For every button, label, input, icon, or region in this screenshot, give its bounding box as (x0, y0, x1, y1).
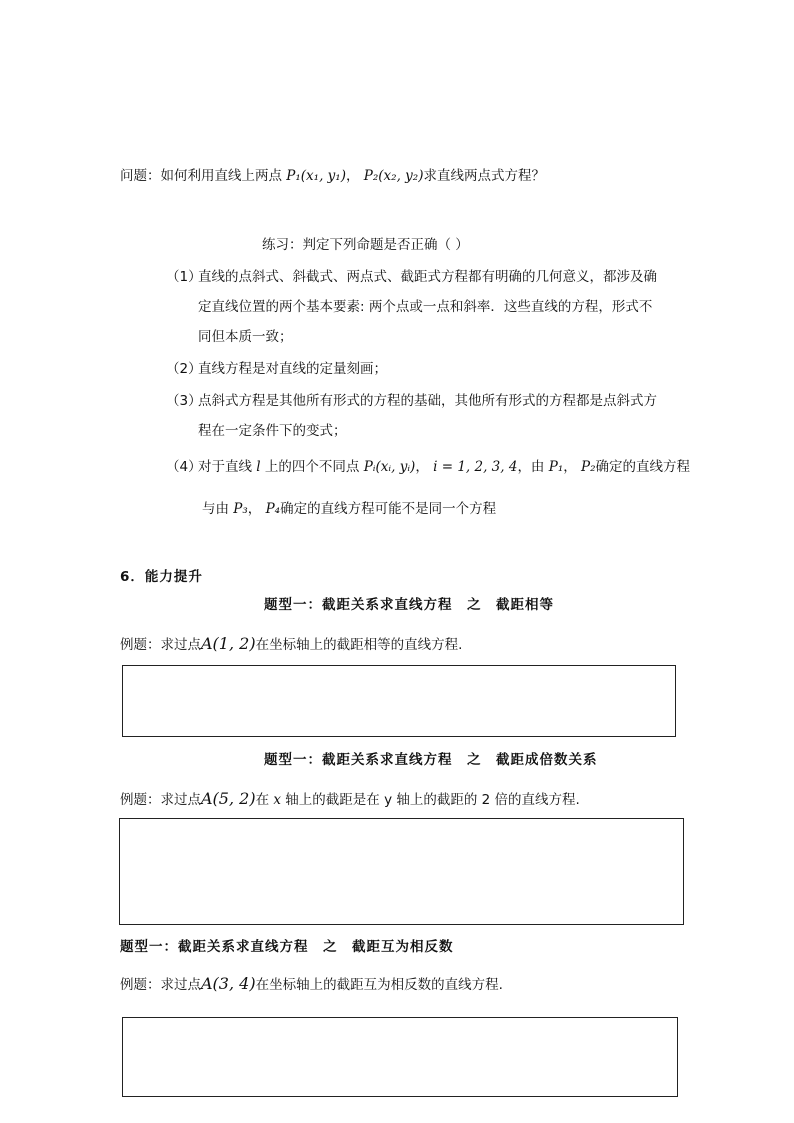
example-1-prefix: 例题：求过点 (120, 637, 201, 653)
example-3-suffix: 在坐标轴上的截距互为相反数的直线方程. (255, 977, 503, 993)
example-2-prefix: 例题：求过点 (120, 792, 201, 808)
type-1-title: 题型一：截距关系求直线方程 之 截距相等 (264, 597, 554, 613)
item-4-text-b: 上的四个不同点 (264, 459, 360, 475)
example-3-prefix: 例题：求过点 (120, 977, 201, 993)
item-4-text-f: 确定的直线方程 (595, 459, 691, 475)
answer-box-1[interactable] (122, 665, 676, 737)
type-3-title: 题型一：截距关系求直线方程 之 截距互为相反数 (120, 939, 454, 955)
question-line (120, 166, 545, 186)
item-4-text-a: 对于直线 (198, 459, 252, 475)
type-3-example (120, 974, 503, 995)
question-text-end: 求直线两点式方程？ (423, 168, 545, 184)
answer-box-3[interactable] (122, 1017, 678, 1097)
item-1-line-1: 直线的点斜式、斜截式、两点式、截距式方程都有明确的几何意义，都涉及确 (198, 269, 657, 285)
type-1-example (120, 634, 462, 655)
section-heading: 6．能力提升 (120, 569, 203, 585)
item-1-line-2: 定直线位置的两个基本要素: 两个点或一点和斜率．这些直线的方程，形式不 (198, 299, 653, 315)
point-p2-formula: P₂(x₂, y₂) (363, 168, 424, 184)
item-4-line-1 (198, 457, 690, 477)
point-p2-symbol: P₂ (581, 459, 596, 475)
point-pi-formula: Pᵢ(xᵢ, yᵢ) (363, 459, 416, 475)
item-4-text-g: 与由 (202, 501, 229, 517)
point-p1-symbol: P₁ (548, 459, 564, 475)
item-2-number: （2） (166, 361, 202, 377)
question-label: 问题： (120, 168, 161, 184)
item-4-sep-2: ， (563, 459, 577, 475)
point-a-formula: A(3, 4) (201, 974, 256, 993)
line-l-symbol: l (256, 459, 261, 475)
point-a-formula: A(5, 2) (201, 789, 256, 808)
item-3-line-2: 程在一定条件下的变式； (198, 423, 347, 439)
example-1-suffix: 在坐标轴上的截距相等的直线方程. (255, 637, 463, 653)
answer-box-2[interactable] (119, 818, 684, 925)
item-1-line-3: 同但本质一致； (198, 329, 293, 345)
item-2-line-1: 直线方程是对直线的定量刻画； (198, 361, 387, 377)
type-2-example (120, 789, 580, 810)
item-4-number: （4） (166, 459, 202, 475)
point-a-formula: A(1, 2) (201, 634, 256, 653)
item-4-sep-3: ， (247, 501, 262, 517)
example-2-mid: 在 (255, 792, 270, 808)
item-3-number: （3） (166, 393, 202, 409)
practice-title: 练习：判定下列命题是否正确（ ） (262, 237, 469, 253)
index-range: i = 1, 2, 3, 4 (433, 459, 518, 475)
item-4-text-h: 确定的直线方程可能不是同一个方程 (280, 501, 497, 517)
separator: ， (345, 168, 360, 184)
example-2-suffix: 轴上的截距是在 y 轴上的截距的 2 倍的直线方程. (285, 792, 580, 808)
item-4-text-d: ，由 (517, 459, 545, 475)
x-axis-symbol: x (273, 792, 281, 808)
item-4-sep: ， (415, 459, 429, 475)
point-p4-symbol: P₄ (265, 501, 281, 517)
point-p3-symbol: P₃ (233, 501, 248, 517)
point-p1-formula: P₁(x₁, y₁) (286, 168, 346, 184)
item-1-number: （1） (166, 269, 202, 285)
type-2-title: 题型一：截距关系求直线方程 之 截距成倍数关系 (264, 752, 598, 768)
item-3-line-1: 点斜式方程是其他所有形式的方程的基础，其他所有形式的方程都是点斜式方 (198, 393, 657, 409)
question-text: 如何利用直线上两点 (160, 168, 282, 184)
item-4-line-2 (202, 499, 496, 519)
